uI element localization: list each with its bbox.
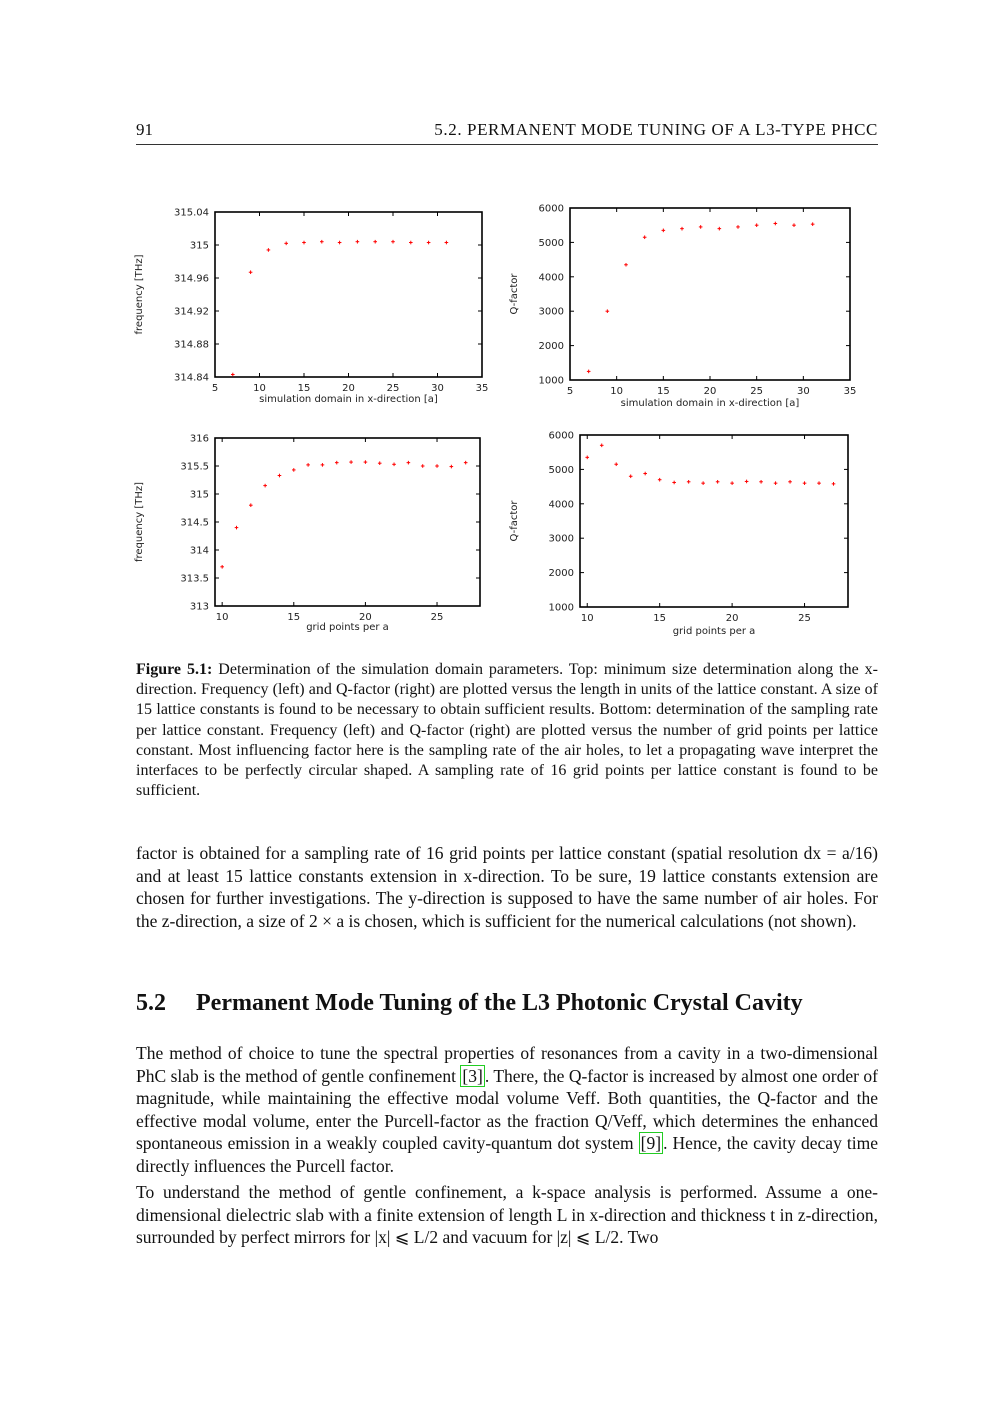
y-tick-label: 3000: [538, 306, 564, 318]
data-point: [378, 461, 382, 465]
data-point: [220, 565, 224, 569]
section-heading: [136, 990, 878, 1017]
x-axis-label: simulation domain in x-direction [a]: [259, 394, 438, 405]
data-point: [716, 480, 720, 484]
running-header: [136, 120, 878, 145]
y-tick-label: 1000: [548, 602, 574, 614]
data-point: [600, 444, 604, 448]
data-point: [687, 480, 691, 484]
data-point: [832, 482, 836, 486]
figure-caption: [136, 660, 878, 801]
data-point: [409, 241, 413, 245]
data-point: [427, 241, 431, 245]
y-tick-label: 315: [189, 489, 209, 501]
data-point: [774, 481, 778, 485]
data-point: [235, 526, 239, 530]
plot-top-right: [505, 198, 875, 418]
y-tick-label: 3000: [548, 533, 574, 545]
data-point: [614, 462, 618, 466]
data-point: [585, 456, 589, 460]
page-number: 91: [136, 120, 153, 139]
data-point: [278, 474, 282, 478]
y-tick-label: 2000: [548, 568, 574, 580]
x-tick-label: 30: [796, 386, 810, 397]
data-point: [464, 461, 468, 465]
y-tick-label: 314.92: [174, 306, 209, 318]
paragraph-2-part-2: . There, the Q-factor is increased by almost one order of magnitude, while maintaining the effective modal volume Veff. Both quantities, the Q-factor and the effective modal volume, enter the Purcell-factor as the fraction Q/Veff, which determines the enhanced spontaneous emission in a weakly coupled cavity-quantum dot system: [136, 1065, 878, 1154]
x-tick-label: 20: [703, 386, 717, 397]
data-point: [658, 478, 662, 482]
data-point: [817, 481, 821, 485]
citation-link-9[interactable]: [9]: [640, 1133, 662, 1154]
y-tick-label: 315.5: [180, 461, 209, 473]
x-tick-label: 35: [843, 386, 857, 397]
y-tick-label: 1000: [538, 375, 564, 387]
x-tick-label: 20: [342, 383, 355, 394]
plot-bottom-left: [130, 428, 500, 643]
data-point: [267, 248, 271, 252]
x-tick-label: 30: [431, 383, 444, 394]
data-point: [421, 464, 425, 468]
data-point: [338, 241, 342, 245]
data-point: [302, 241, 306, 245]
y-tick-label: 314.5: [180, 517, 209, 529]
data-point: [284, 242, 288, 246]
x-tick-label: 10: [610, 386, 624, 397]
paragraph-2-part-1: The method of choice to tune the spectral properties of resonances from a cavity in a two-dimensional PhC slab is the method of gentle confinement: [136, 1043, 878, 1086]
x-tick-label: 25: [430, 612, 444, 623]
data-point: [792, 223, 796, 227]
section-title: Permanent Mode Tuning of the L3 Photonic Crystal Cavity: [196, 990, 803, 1016]
x-tick-label: 35: [475, 383, 489, 394]
data-point: [624, 263, 628, 267]
x-tick-label: 20: [359, 612, 372, 623]
data-point: [699, 225, 703, 229]
data-point: [306, 463, 310, 467]
data-point: [788, 480, 792, 484]
x-tick-label: 15: [297, 383, 311, 394]
data-point: [811, 222, 815, 226]
data-point: [407, 461, 411, 465]
x-tick-label: 25: [386, 383, 400, 394]
y-tick-label: 316: [189, 433, 209, 445]
plot-frame: [215, 212, 482, 377]
x-tick-label: 15: [287, 612, 301, 623]
y-tick-label: 313: [189, 601, 209, 613]
data-point: [755, 223, 759, 227]
data-point: [730, 481, 734, 485]
y-axis-label: Q-factor: [509, 273, 520, 315]
paragraph-1: factor is obtained for a sampling rate of 16 grid points per lattice constant (spatial resolution dx = a/16) and at least 15 lattice constants extension in x-direction. To be sure, 19 lattice constants extension are chosen for further investigations. The y-direction is supposed to have the same number of air holes. For the z-direction, a size of 2 × a is chosen, which is sufficient for the numerical calculations (not shown).: [136, 843, 878, 931]
y-tick-label: 4000: [538, 272, 564, 284]
citation-link-3[interactable]: [3]: [462, 1065, 483, 1086]
data-point: [249, 270, 253, 274]
data-point: [292, 468, 296, 472]
caption-text: Determination of the simulation domain parameters. Top: minimum size determination along the x-direction. Frequency (left) and Q-factor (right) are plotted versus the length in units of the lattice constant. A size of 15 lattice constants is found to be necessary to obtain sufficient results. Bottom: determination of the sampling rate per lattice constant. Frequency (left) and Q-factor (right) are plotted versus the number of grid points per lattice constant. Most influencing factor here is the sampling rate of the air holes, to let a propagating wave interpret the interfaces to be perfectly circular shaped. A sampling rate of 16 grid points per lattice constant is found to be sufficient.: [136, 661, 879, 800]
data-point: [803, 481, 807, 485]
plot-bottom-right: [505, 426, 875, 646]
data-point: [349, 460, 353, 464]
paragraph-2-part-3: . Hence, the cavity decay time directly influences the Purcell factor.: [136, 1133, 879, 1176]
y-tick-label: 4000: [548, 499, 574, 511]
y-axis-label: frequency [THz]: [134, 481, 145, 563]
x-tick-label: 15: [656, 386, 670, 397]
figure-label: Figure 5.1:: [136, 661, 213, 678]
data-point: [629, 474, 633, 478]
y-tick-label: 315: [189, 240, 209, 252]
plot-frame: [215, 438, 480, 606]
y-tick-label: 315.04: [174, 207, 209, 219]
paragraph-3: To understand the method of gentle confinement, a k-space analysis is performed. Assume a one-dimensional dielectric slab with a finite extension of length L in x-direction and thickness t in z-direction, surrounded by perfect mirrors for |x| ⩽ L/2 and vacuum for |z| ⩽ L/2. Two: [136, 1182, 878, 1248]
x-tick-label: 5: [211, 383, 219, 394]
data-point: [392, 463, 396, 467]
x-tick-label: 10: [215, 612, 229, 623]
plot-top-left: [130, 200, 500, 415]
paragraph-2: [136, 1042, 878, 1178]
x-axis-label: simulation domain in x-direction [a]: [620, 398, 800, 409]
y-tick-label: 5000: [538, 237, 564, 249]
data-point: [450, 465, 454, 469]
y-tick-label: 314: [189, 545, 209, 557]
data-point: [745, 480, 749, 484]
data-point: [680, 227, 684, 231]
data-point: [435, 464, 439, 468]
data-point: [643, 472, 647, 476]
data-point: [701, 481, 705, 485]
data-point: [736, 225, 740, 229]
x-tick-label: 20: [725, 613, 739, 624]
data-point: [321, 463, 325, 467]
plot-frame: [570, 208, 850, 380]
y-tick-label: 6000: [548, 430, 574, 442]
running-title: 5.2. PERMANENT MODE TUNING OF A L3-TYPE PHCC: [434, 120, 878, 139]
data-point: [718, 227, 722, 231]
y-tick-label: 5000: [548, 464, 574, 476]
y-tick-label: 313.5: [180, 573, 209, 585]
plot-frame: [580, 435, 848, 607]
data-point: [587, 370, 591, 374]
x-tick-label: 10: [253, 383, 266, 394]
data-point: [643, 235, 647, 239]
data-point: [335, 461, 339, 465]
x-axis-label: grid points per a: [306, 622, 389, 633]
y-axis-label: frequency [THz]: [134, 254, 145, 335]
data-point: [320, 240, 324, 244]
data-point: [356, 240, 360, 244]
x-tick-label: 15: [653, 613, 667, 624]
y-tick-label: 314.88: [174, 339, 209, 351]
x-tick-label: 25: [798, 613, 811, 624]
y-tick-label: 314.84: [174, 372, 209, 384]
data-point: [662, 229, 666, 233]
data-point: [373, 240, 377, 244]
data-point: [445, 241, 449, 245]
x-tick-label: 5: [566, 386, 574, 397]
data-point: [774, 222, 778, 226]
data-point: [263, 484, 267, 488]
data-point: [391, 240, 395, 244]
section-number: 5.2: [136, 990, 166, 1016]
y-axis-label: Q-factor: [509, 500, 520, 542]
data-point: [759, 480, 763, 484]
y-tick-label: 314.96: [174, 273, 209, 285]
x-tick-label: 25: [750, 386, 764, 397]
y-tick-label: 6000: [538, 203, 564, 215]
data-point: [672, 481, 676, 485]
x-tick-label: 10: [580, 613, 594, 624]
data-point: [364, 460, 368, 464]
x-axis-label: grid points per a: [672, 626, 756, 637]
data-point: [606, 309, 610, 313]
data-point: [231, 373, 235, 377]
data-point: [249, 503, 253, 507]
y-tick-label: 2000: [538, 341, 564, 353]
